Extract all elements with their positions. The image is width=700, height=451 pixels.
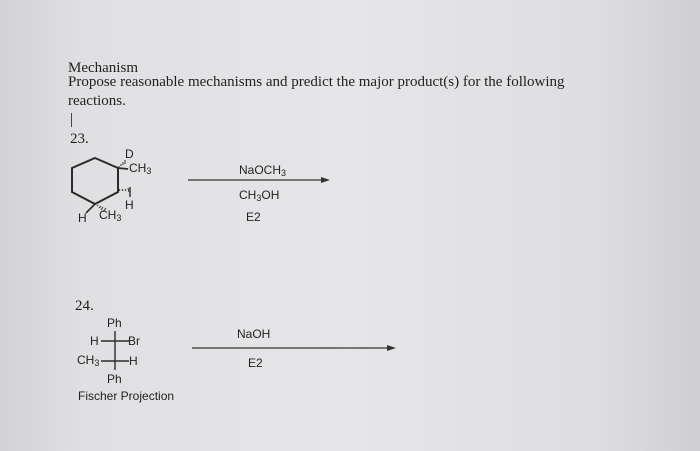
reagent-23-mechanism: E2 bbox=[246, 210, 261, 224]
ch3-top-subscript: 3 bbox=[146, 166, 152, 176]
fischer-top-group: Ph bbox=[107, 316, 122, 330]
section-heading: Mechanism bbox=[68, 60, 138, 76]
fischer-row2-right: H bbox=[129, 354, 138, 368]
reagent-23-base-subscript: 3 bbox=[281, 168, 287, 178]
fischer-row2-left-text: CH bbox=[77, 353, 95, 367]
reagent-23-solvent-text: CH bbox=[239, 188, 257, 202]
reagent-23-solvent bbox=[239, 188, 279, 203]
reagent-23-solvent-tail: OH bbox=[261, 188, 280, 202]
ch3-top-text: CH bbox=[129, 161, 147, 175]
reagent-24-mechanism: E2 bbox=[248, 356, 263, 370]
fischer-bottom-group: Ph bbox=[107, 372, 122, 386]
substituent-h-right: H bbox=[125, 198, 134, 212]
reaction-arrow-23-head bbox=[321, 177, 330, 183]
ch3-bottom-subscript: 3 bbox=[116, 213, 122, 223]
ch3-bottom-text: CH bbox=[99, 208, 117, 222]
bond-h-left bbox=[86, 204, 95, 213]
fischer-row1-left: H bbox=[90, 334, 99, 348]
reaction-arrow-24-head bbox=[387, 345, 396, 351]
fischer-row2-left-subscript: 3 bbox=[94, 358, 100, 368]
reagent-23-solvent-subscript: 3 bbox=[256, 193, 262, 203]
bond-ch3-top bbox=[118, 168, 128, 169]
substituent-d: D bbox=[125, 147, 134, 161]
problem-24-number: 24. bbox=[75, 298, 94, 314]
reagent-23-base bbox=[239, 163, 286, 178]
problem-23-number: 23. bbox=[70, 131, 89, 147]
reagent-24-base: NaOH bbox=[237, 327, 271, 341]
hashed-wedge-h-right bbox=[119, 188, 129, 192]
instructions-line-1: Propose reasonable mechanisms and predict the major product(s) for the following bbox=[68, 74, 565, 90]
substituent-h-left: H bbox=[78, 211, 87, 225]
fischer-row1-right: Br bbox=[128, 334, 140, 348]
substituent-ch3-top bbox=[129, 161, 151, 176]
fischer-caption: Fischer Projection bbox=[78, 389, 175, 403]
reagent-23-base-text: NaOCH bbox=[239, 163, 282, 177]
substituent-ch3-bottom bbox=[99, 208, 121, 223]
instructions-line-2: reactions. bbox=[68, 93, 126, 109]
fischer-row2-left bbox=[77, 353, 99, 368]
hashed-wedge-d bbox=[119, 160, 125, 167]
cyclohexane-ring bbox=[72, 158, 118, 204]
